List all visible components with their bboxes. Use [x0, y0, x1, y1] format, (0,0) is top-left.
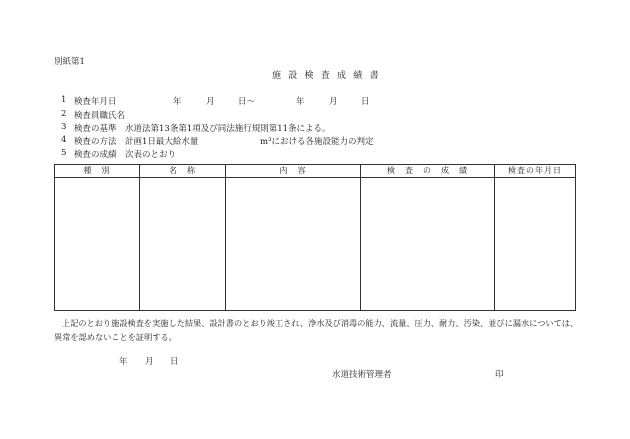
- table-row: [55, 178, 576, 311]
- cell-date: [495, 178, 576, 311]
- header-date: 検査の年月日: [495, 165, 576, 178]
- cell-type: [55, 178, 140, 311]
- item-number: 5: [61, 148, 67, 158]
- header-name: 名 称: [140, 165, 226, 178]
- item-number: 2: [61, 109, 67, 119]
- header-result: 検 査 の 成 績: [361, 165, 495, 178]
- date-day-from: 日〜: [238, 97, 256, 107]
- header-content: 内 容: [226, 165, 361, 178]
- item-label: 検査員職氏名: [74, 111, 126, 121]
- item-label: 検査の方法: [74, 137, 117, 147]
- seal-mark: 印: [495, 370, 504, 380]
- water-manager-label: 水道技術管理者: [332, 370, 392, 380]
- certification-statement-line2: 異常を認めないことを証明する。: [54, 332, 177, 342]
- signature-day: 日: [170, 357, 179, 367]
- item-number: 1: [61, 95, 67, 105]
- certification-statement-line1: 上記のとおり施設検査を実施した結果、設計書のとおり竣工され、浄水及び消毒の能力、流量、圧力、耐力、汚染、並びに漏水については、: [62, 318, 579, 328]
- signature-month: 月: [145, 357, 154, 367]
- item-value: 計画1日最大給水量: [125, 137, 199, 147]
- results-table: [54, 164, 576, 311]
- signature-year: 年: [119, 357, 128, 367]
- item-label: 検査の成績: [74, 150, 117, 160]
- attachment-label: 別紙第1: [54, 57, 85, 67]
- cell-name: [140, 178, 226, 311]
- item-value: 水道法第13条第1項及び同法施行規則第11条による。: [125, 124, 331, 134]
- date-year-from: 年: [173, 97, 182, 107]
- date-month-to: 月: [329, 97, 338, 107]
- cell-content: [226, 178, 361, 311]
- cell-result: [361, 178, 495, 311]
- item-value-unit: m³における各施設能力の判定: [260, 137, 374, 147]
- table-header-row: [55, 165, 576, 178]
- date-month-from: 月: [206, 97, 215, 107]
- item-number: 4: [61, 135, 67, 145]
- document-title: 施 設 検 査 成 績 書: [272, 71, 381, 81]
- date-year-to: 年: [296, 97, 305, 107]
- item-label: 検査の基準: [74, 124, 117, 134]
- date-day-to: 日: [361, 97, 370, 107]
- header-type: 種 別: [55, 165, 140, 178]
- item-number: 3: [61, 122, 67, 132]
- item-label: 検査年月日: [74, 97, 117, 107]
- item-value: 次表のとおり: [125, 150, 177, 160]
